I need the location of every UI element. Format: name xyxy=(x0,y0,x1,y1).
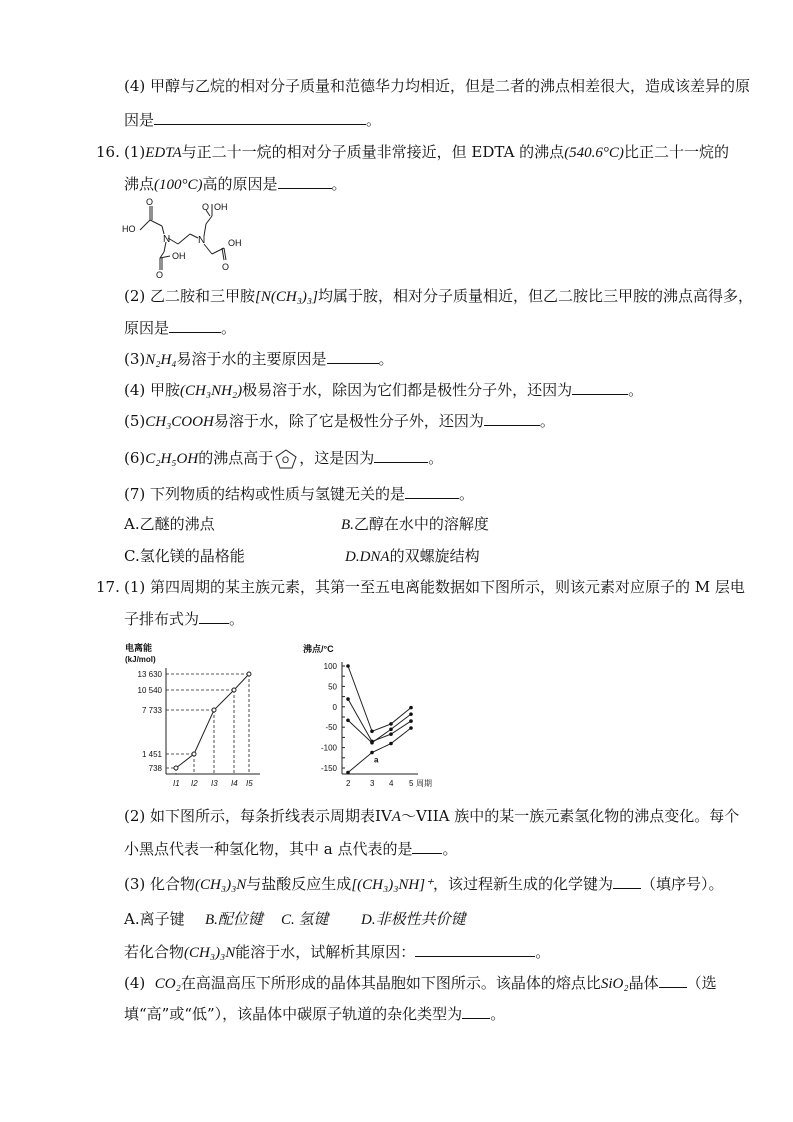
q16-3: (3)N₂H₄易溶于水的主要原因是 。 xyxy=(124,350,394,368)
structure-label: HO xyxy=(122,224,136,234)
q17-option-b[interactable]: B.配位键 xyxy=(205,912,263,928)
q17-option-a[interactable]: A.离子键 xyxy=(124,910,185,928)
chart1-ytick-label: 13 630 xyxy=(137,670,162,679)
chart2-ytick-label: -150 xyxy=(320,764,337,773)
chart1-xtick-label: I2 xyxy=(191,779,198,788)
chart2-ytick-label: -50 xyxy=(325,723,337,733)
q17-4-line1: (4) CO₂在高温高压下所形成的晶体其晶胞如下图所示。该晶体的熔点比SiO₂晶体 （选 xyxy=(124,974,717,992)
answer-blank[interactable] xyxy=(415,942,535,957)
q16-option-c[interactable]: C.氢化镁的晶格能 xyxy=(124,547,245,565)
q16-1-line1: (1)EDTA与正二十一烷的相对分子质量非常接近，但 EDTA 的沸点(540.6°C)比正二十一烷的 xyxy=(124,143,729,161)
q16-2-line1: (2) 乙二胺和三甲胺[N(CH₃)₃]均属于胺，相对分子质量相近，但乙二胺比三甲胺的沸点高得多， xyxy=(124,287,753,305)
answer-blank[interactable] xyxy=(412,839,442,854)
chart2-series-line xyxy=(348,728,411,772)
chart1-point xyxy=(192,752,196,756)
q17-1-line2: 子排布式为 。 xyxy=(124,610,245,628)
q16-option-a[interactable]: A.乙醚的沸点 xyxy=(124,515,215,533)
boiling-point-chart xyxy=(298,640,438,800)
chart2-point xyxy=(389,727,393,731)
chart2-point xyxy=(346,718,350,722)
q17-3-line3: 若化合物(CH₃)₃N能溶于水，试解析其原因： 。 xyxy=(124,943,551,961)
chart1-xtick-label: I1 xyxy=(173,779,180,788)
chart1-xtick-label: I5 xyxy=(246,779,253,788)
structure-label: N xyxy=(163,234,171,245)
chart1-point xyxy=(232,688,236,692)
chart2-xtick-label: 3 xyxy=(370,779,375,788)
answer-blank[interactable] xyxy=(169,318,221,333)
q16-5: (5)CH₃COOH易溶于水，除了它是极性分子外，还因为 。 xyxy=(124,412,555,430)
ring-oxygen-label: O xyxy=(282,455,290,465)
chart2-point xyxy=(370,729,374,733)
q17-option-d[interactable]: D.非极性共价键 xyxy=(361,912,466,928)
q16-option-b[interactable]: B.乙醇在水中的溶解度 xyxy=(341,515,489,533)
chart2-ytick-label: 0 xyxy=(332,702,337,712)
answer-blank[interactable] xyxy=(199,609,229,624)
chart2-point xyxy=(409,712,413,716)
q17-2-line1: (2) 如下图所示，每条折线表示周期表IVA～VIIA 族中的某一族元素氢化物的沸点变化。每个 xyxy=(124,807,740,825)
tetrahydrofuran-ring xyxy=(273,448,299,470)
q15-4-line1: (4) 甲醇与乙烷的相对分子质量和范德华力均相近，但是二者的沸点相差很大，造成该差异的原 xyxy=(124,77,751,95)
q16-6: (6)C₂H₅OH的沸点高于 O ，这是因为 。 xyxy=(124,448,443,470)
q16-1-line2: 沸点(100°C)高的原因是 。 xyxy=(124,175,347,193)
chart2-ytick-label: -100 xyxy=(320,743,337,753)
chart2-point xyxy=(389,722,393,726)
chart1-ylabel-line2: (kJ/mol) xyxy=(125,655,156,664)
chart2-xtick-label: 2 xyxy=(346,779,351,788)
chart1-point xyxy=(212,708,216,712)
q15-4-line2: 因是 。 xyxy=(124,111,382,129)
chart2-point xyxy=(409,719,413,723)
question-number-16: 16. xyxy=(96,143,120,161)
q17-option-c[interactable]: C. 氢键 xyxy=(281,912,329,928)
structure-label: N xyxy=(198,235,206,246)
structure-label: O xyxy=(156,270,164,278)
answer-blank[interactable] xyxy=(405,484,459,499)
question-number-17: 17. xyxy=(96,578,120,596)
chart2-ytick-label: 50 xyxy=(328,682,337,692)
q16-7: (7) 下列物质的结构或性质与氢键无关的是 。 xyxy=(124,485,475,503)
q16-option-d[interactable]: D.DNA的双螺旋结构 xyxy=(345,547,480,565)
chart1-ytick-label: 7 733 xyxy=(141,706,162,715)
answer-blank[interactable] xyxy=(659,973,687,988)
chart1-ytick-label: 10 540 xyxy=(137,686,162,695)
chart2-point xyxy=(346,771,350,775)
answer-blank[interactable] xyxy=(278,174,332,189)
answer-blank[interactable] xyxy=(572,380,628,395)
chart2-point xyxy=(389,742,393,746)
chart2-xtick-label: 4 xyxy=(389,779,394,788)
q17-2-line2: 小黑点代表一种氢化物，其中 a 点代表的是 。 xyxy=(124,840,458,858)
chart1-point xyxy=(174,766,178,770)
q17-1-line1: (1) 第四周期的某主族元素，其第一至五电离能数据如下图所示，则该元素对应原子的 M 层电 xyxy=(124,578,745,596)
q16-4: (4) 甲胺(CH₃NH₂)极易溶于水，除因为它们都是极性分子外，还因为 。 xyxy=(124,381,644,399)
chart2-xtick-label: 5 xyxy=(409,779,414,788)
chart2-point xyxy=(389,732,393,736)
structure-label: O xyxy=(146,197,154,207)
chart2-xlabel: 周期 xyxy=(416,779,432,788)
answer-blank[interactable] xyxy=(327,349,379,364)
chart2-point xyxy=(346,697,350,701)
chart1-xtick-label: I3 xyxy=(211,779,218,788)
chart1-point xyxy=(247,672,251,676)
chart1-ytick-label: 1 451 xyxy=(141,750,162,759)
answer-blank[interactable] xyxy=(462,1004,490,1019)
chart1-ytick-label: 738 xyxy=(148,764,162,773)
structure-label: OH xyxy=(228,238,242,248)
chart2-point xyxy=(370,751,374,755)
chart2-point xyxy=(370,741,374,745)
answer-blank[interactable] xyxy=(484,411,540,426)
structure-label: OH xyxy=(214,202,228,212)
ionization-energy-chart xyxy=(120,640,270,800)
structure-label: OH xyxy=(172,251,186,261)
chart2-point xyxy=(409,706,413,710)
answer-blank[interactable] xyxy=(613,874,641,889)
structure-label: O xyxy=(222,262,230,272)
chart1-ylabel-line1: 电离能 xyxy=(125,643,153,653)
edta-structure xyxy=(120,196,250,278)
chart2-ylabel: 沸点/°C xyxy=(303,644,334,654)
chart2-point xyxy=(346,664,350,668)
q17-4-line2: 填“高”或“低”），该晶体中碳原子轨道的杂化类型为 。 xyxy=(124,1005,506,1023)
chart2-point xyxy=(409,726,413,730)
q16-2-line2: 原因是 。 xyxy=(124,319,237,337)
chart1-xtick-label: I4 xyxy=(231,779,238,788)
chart2-ytick-label: 100 xyxy=(323,662,337,671)
chart2-annotation-a: a xyxy=(374,755,379,765)
answer-blank[interactable] xyxy=(374,448,428,463)
answer-blank[interactable] xyxy=(154,110,366,125)
q17-3-line1: (3) 化合物(CH₃)₃N与盐酸反应生成[(CH₃)₃NH]⁺，该过程新生成的化学键为 （填序号）。 xyxy=(124,875,724,893)
structure-label: O xyxy=(202,202,210,212)
